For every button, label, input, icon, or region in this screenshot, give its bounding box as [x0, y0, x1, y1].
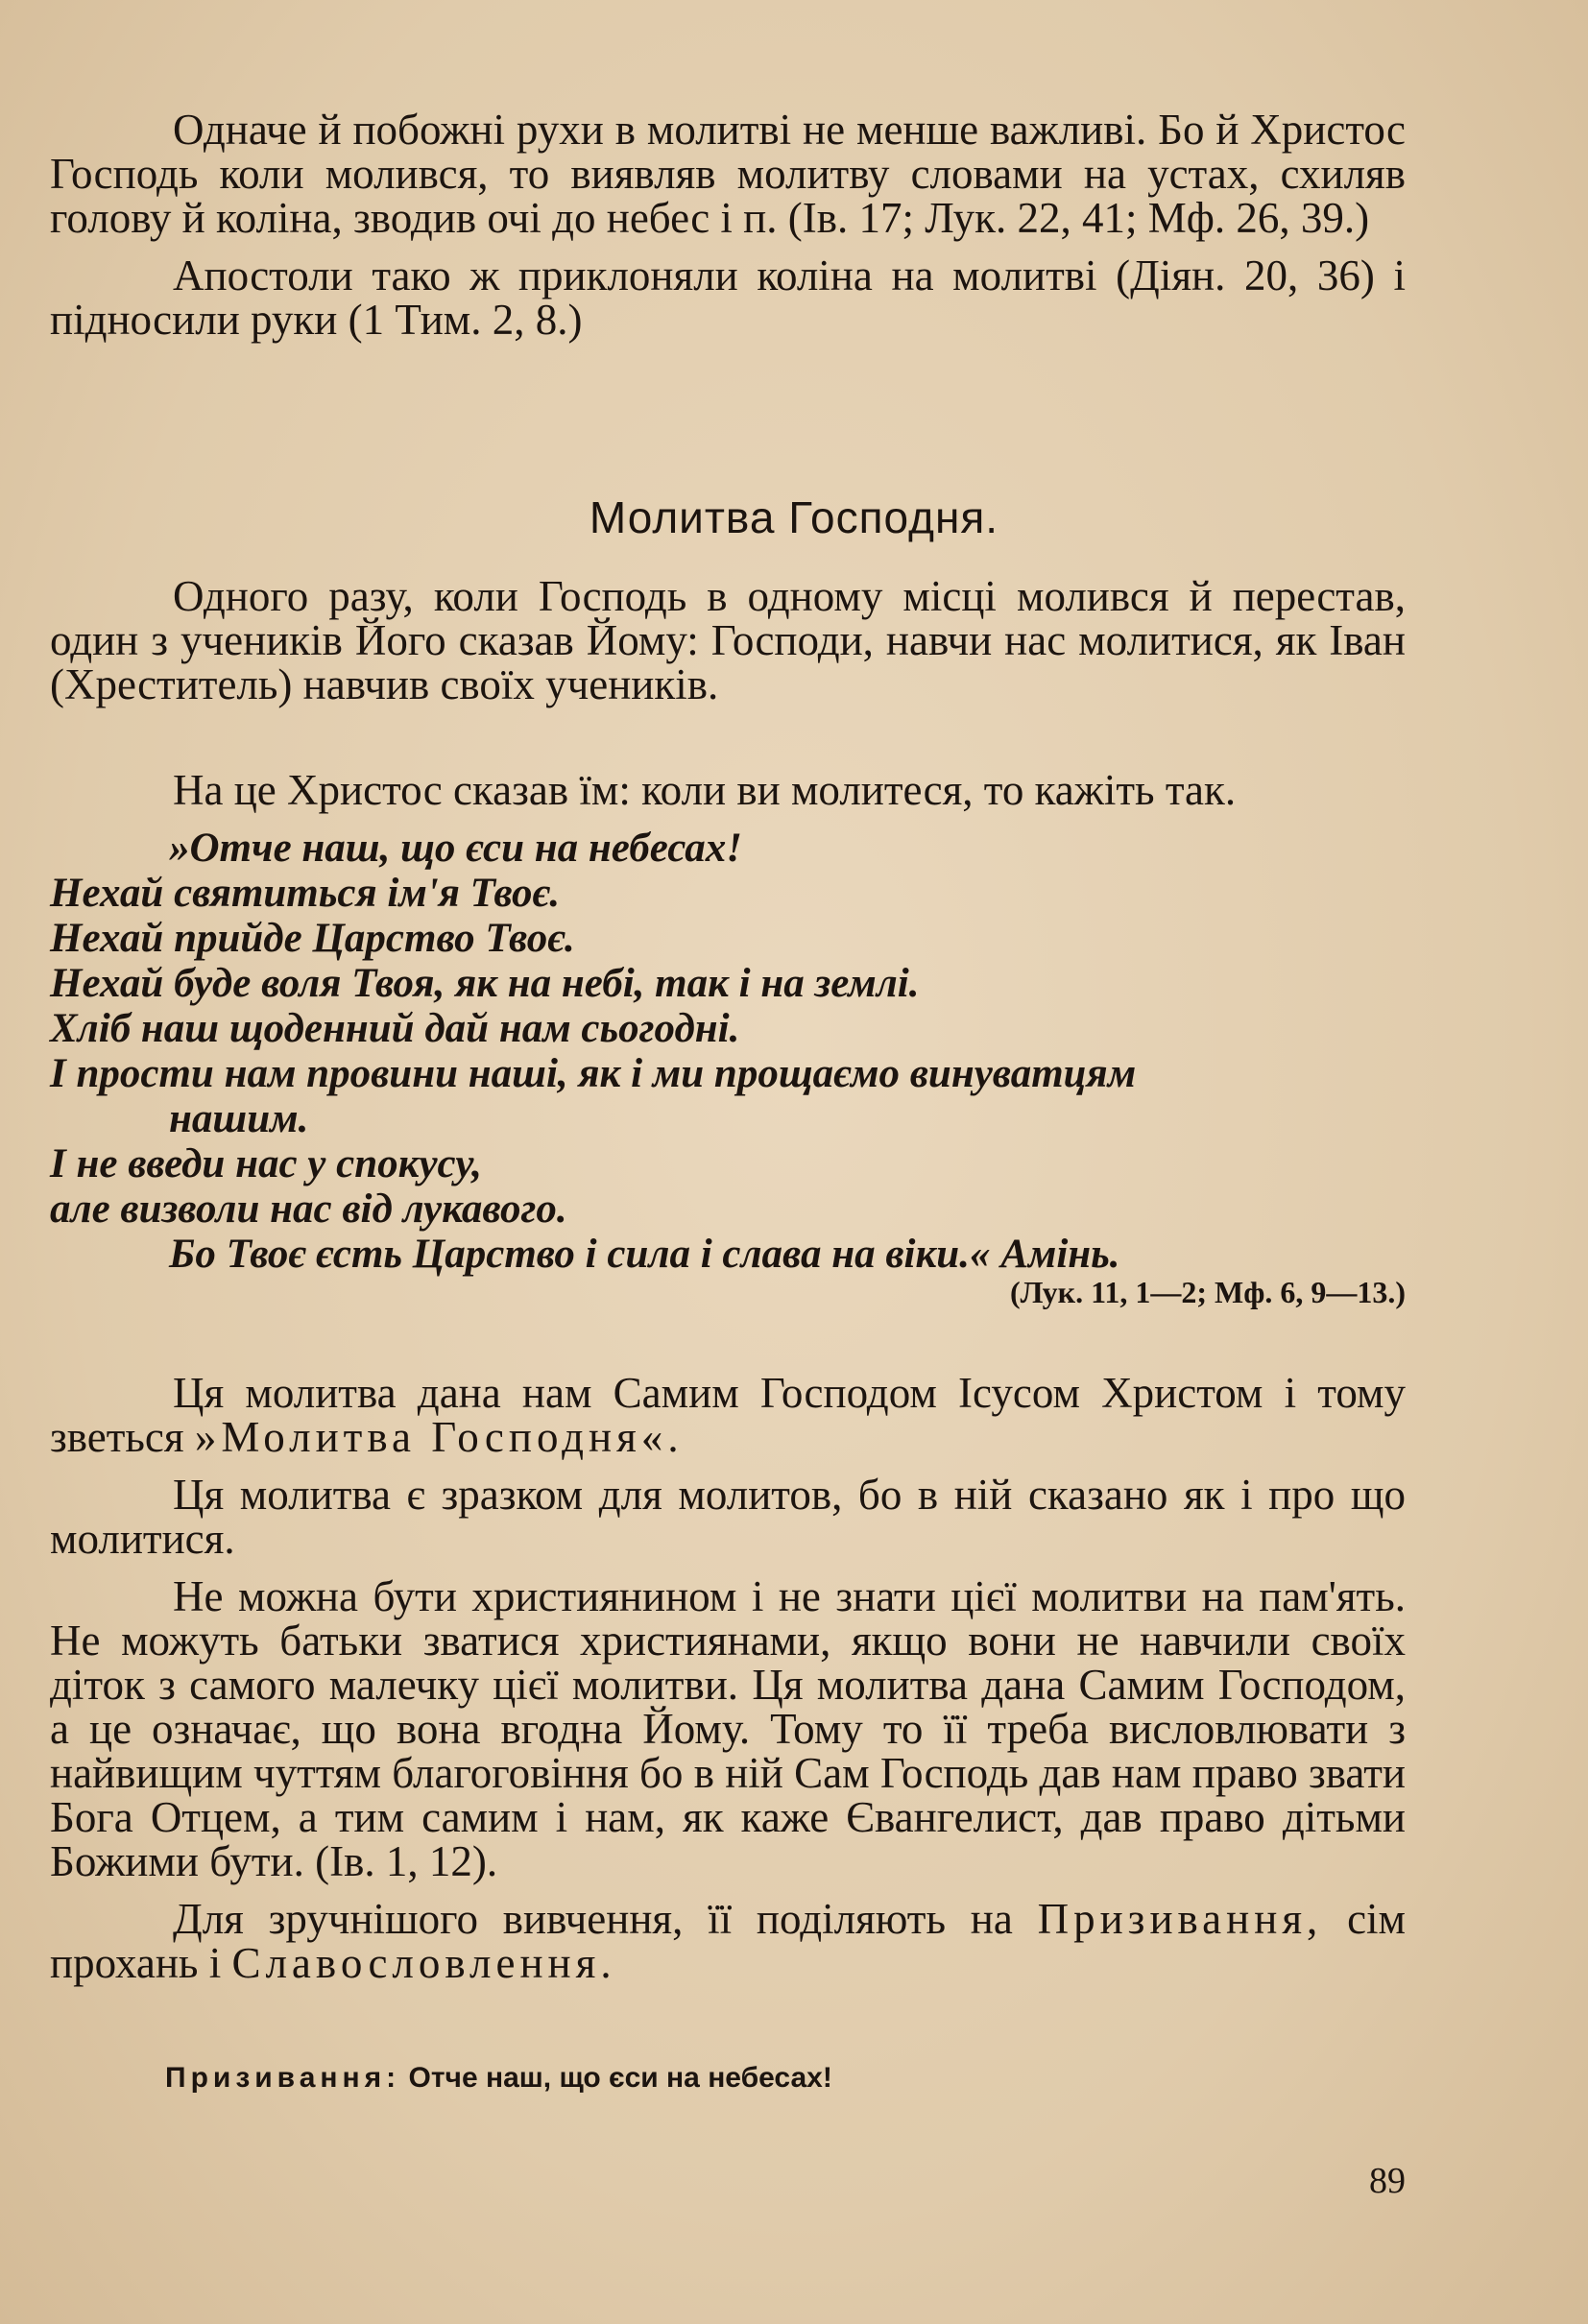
prayer-line — [50, 1051, 1260, 1141]
paragraph-text: Для зручнішого вивчення, її поділяють на — [173, 1895, 1013, 1943]
prayer-line: але визволи нас від лукавого. — [50, 1186, 567, 1232]
prayer-line: Хліб наш щоденний дай нам сьогодні. — [50, 1006, 740, 1051]
prayer-line: Нехай буде воля Твоя, як на небі, так і на землі. — [50, 961, 920, 1006]
prayer-line: Бо Твоє єсть Царство і сила і слава на віки.« Амінь. — [169, 1232, 1120, 1277]
top-section — [50, 108, 1406, 342]
paragraph-apostles: Апостоли тако ж приклоняли коліна на молитві (Діян. 20, 36) і підносили руки (1 Тим. 2, 8.) — [50, 252, 1406, 344]
paragraph-intro: Одного разу, коли Господь в одному місці молився й перестав, один з учеників Його сказав Йому: Господи, навчи нас молитися, як Іван (Хреститель) навчив своїх учеників. — [50, 572, 1406, 708]
paragraph-text: сім прохань і — [50, 1895, 1407, 1987]
paragraph-text: Ця молитва дана нам Самим Господом Ісусом Христом і тому зветься — [50, 1369, 1406, 1461]
invocation-label: Призивання: — [165, 2062, 401, 2094]
bottom-section — [50, 1371, 1406, 1985]
prayer-line-text: І прости нам провини наші, як і ми прощаємо винуватцям нашим. — [50, 1051, 1137, 1141]
prayer-line: Нехай прийде Царство Твоє. — [50, 916, 575, 961]
lords-prayer — [50, 826, 1406, 1277]
invocation-text: Отче наш, що єси на небесах! — [408, 2062, 832, 2094]
prayer-line: »Отче наш, що єси на небесах! — [169, 826, 742, 871]
paragraph-christian-duty: Не можна бути християнином і не знати цієї молитви на пам'ять. Не можуть батьки зватися християнами, якщо вони не навчили своїх діток з самого малечку цієї молитви. Ця молитва дана Самим Господом, а це означає, що вона вгодна Йому. Тому то її треба висловлювати з найвищим чуттям благоговіння бо в ній Сам Господь дав нам право звати Бога Отцем, а тим самим і нам, як каже Євангелист, дав право дітьми Божими бути. (Ів. 1, 12). — [50, 1572, 1406, 1885]
lead-in-section — [50, 768, 1406, 812]
section-heading: Молитва Господня. — [589, 492, 999, 542]
spaced-term: Призивання, — [1037, 1895, 1323, 1943]
paragraph-gestures: Одначе й побожні рухи в молитві не менше важливі. Бо й Христос Господь коли молився, то виявляв молитву словами на устах, схиляв голову й коліна, зводив очі до небес і п. (Ів. 17; Лук. 22, 41; Мф. 26, 39.) — [50, 106, 1406, 242]
paragraph-model-prayer: Ця молитва є зразком для молитов, бо в ній сказано як і про що молитися. — [50, 1471, 1406, 1563]
spaced-term: Славословлення. — [231, 1939, 616, 1987]
scripture-reference: (Лук. 11, 1—2; Мф. 6, 9—13.) — [1009, 1275, 1406, 1309]
spaced-title: »Молитва Господня«. — [194, 1413, 684, 1461]
invocation-line — [165, 2062, 832, 2095]
paragraph-lead-in: На це Христос сказав їм: коли ви молитеся, то кажіть так. — [173, 766, 1237, 814]
paragraph-given-by-lord — [50, 1371, 1406, 1459]
page-number: 89 — [1369, 2161, 1406, 2201]
prayer-line: І не введи нас у спокусу, — [50, 1141, 483, 1186]
paragraph-division — [50, 1897, 1406, 1985]
intro-section — [50, 574, 1406, 707]
prayer-line: Нехай святиться ім'я Твоє. — [50, 871, 561, 916]
